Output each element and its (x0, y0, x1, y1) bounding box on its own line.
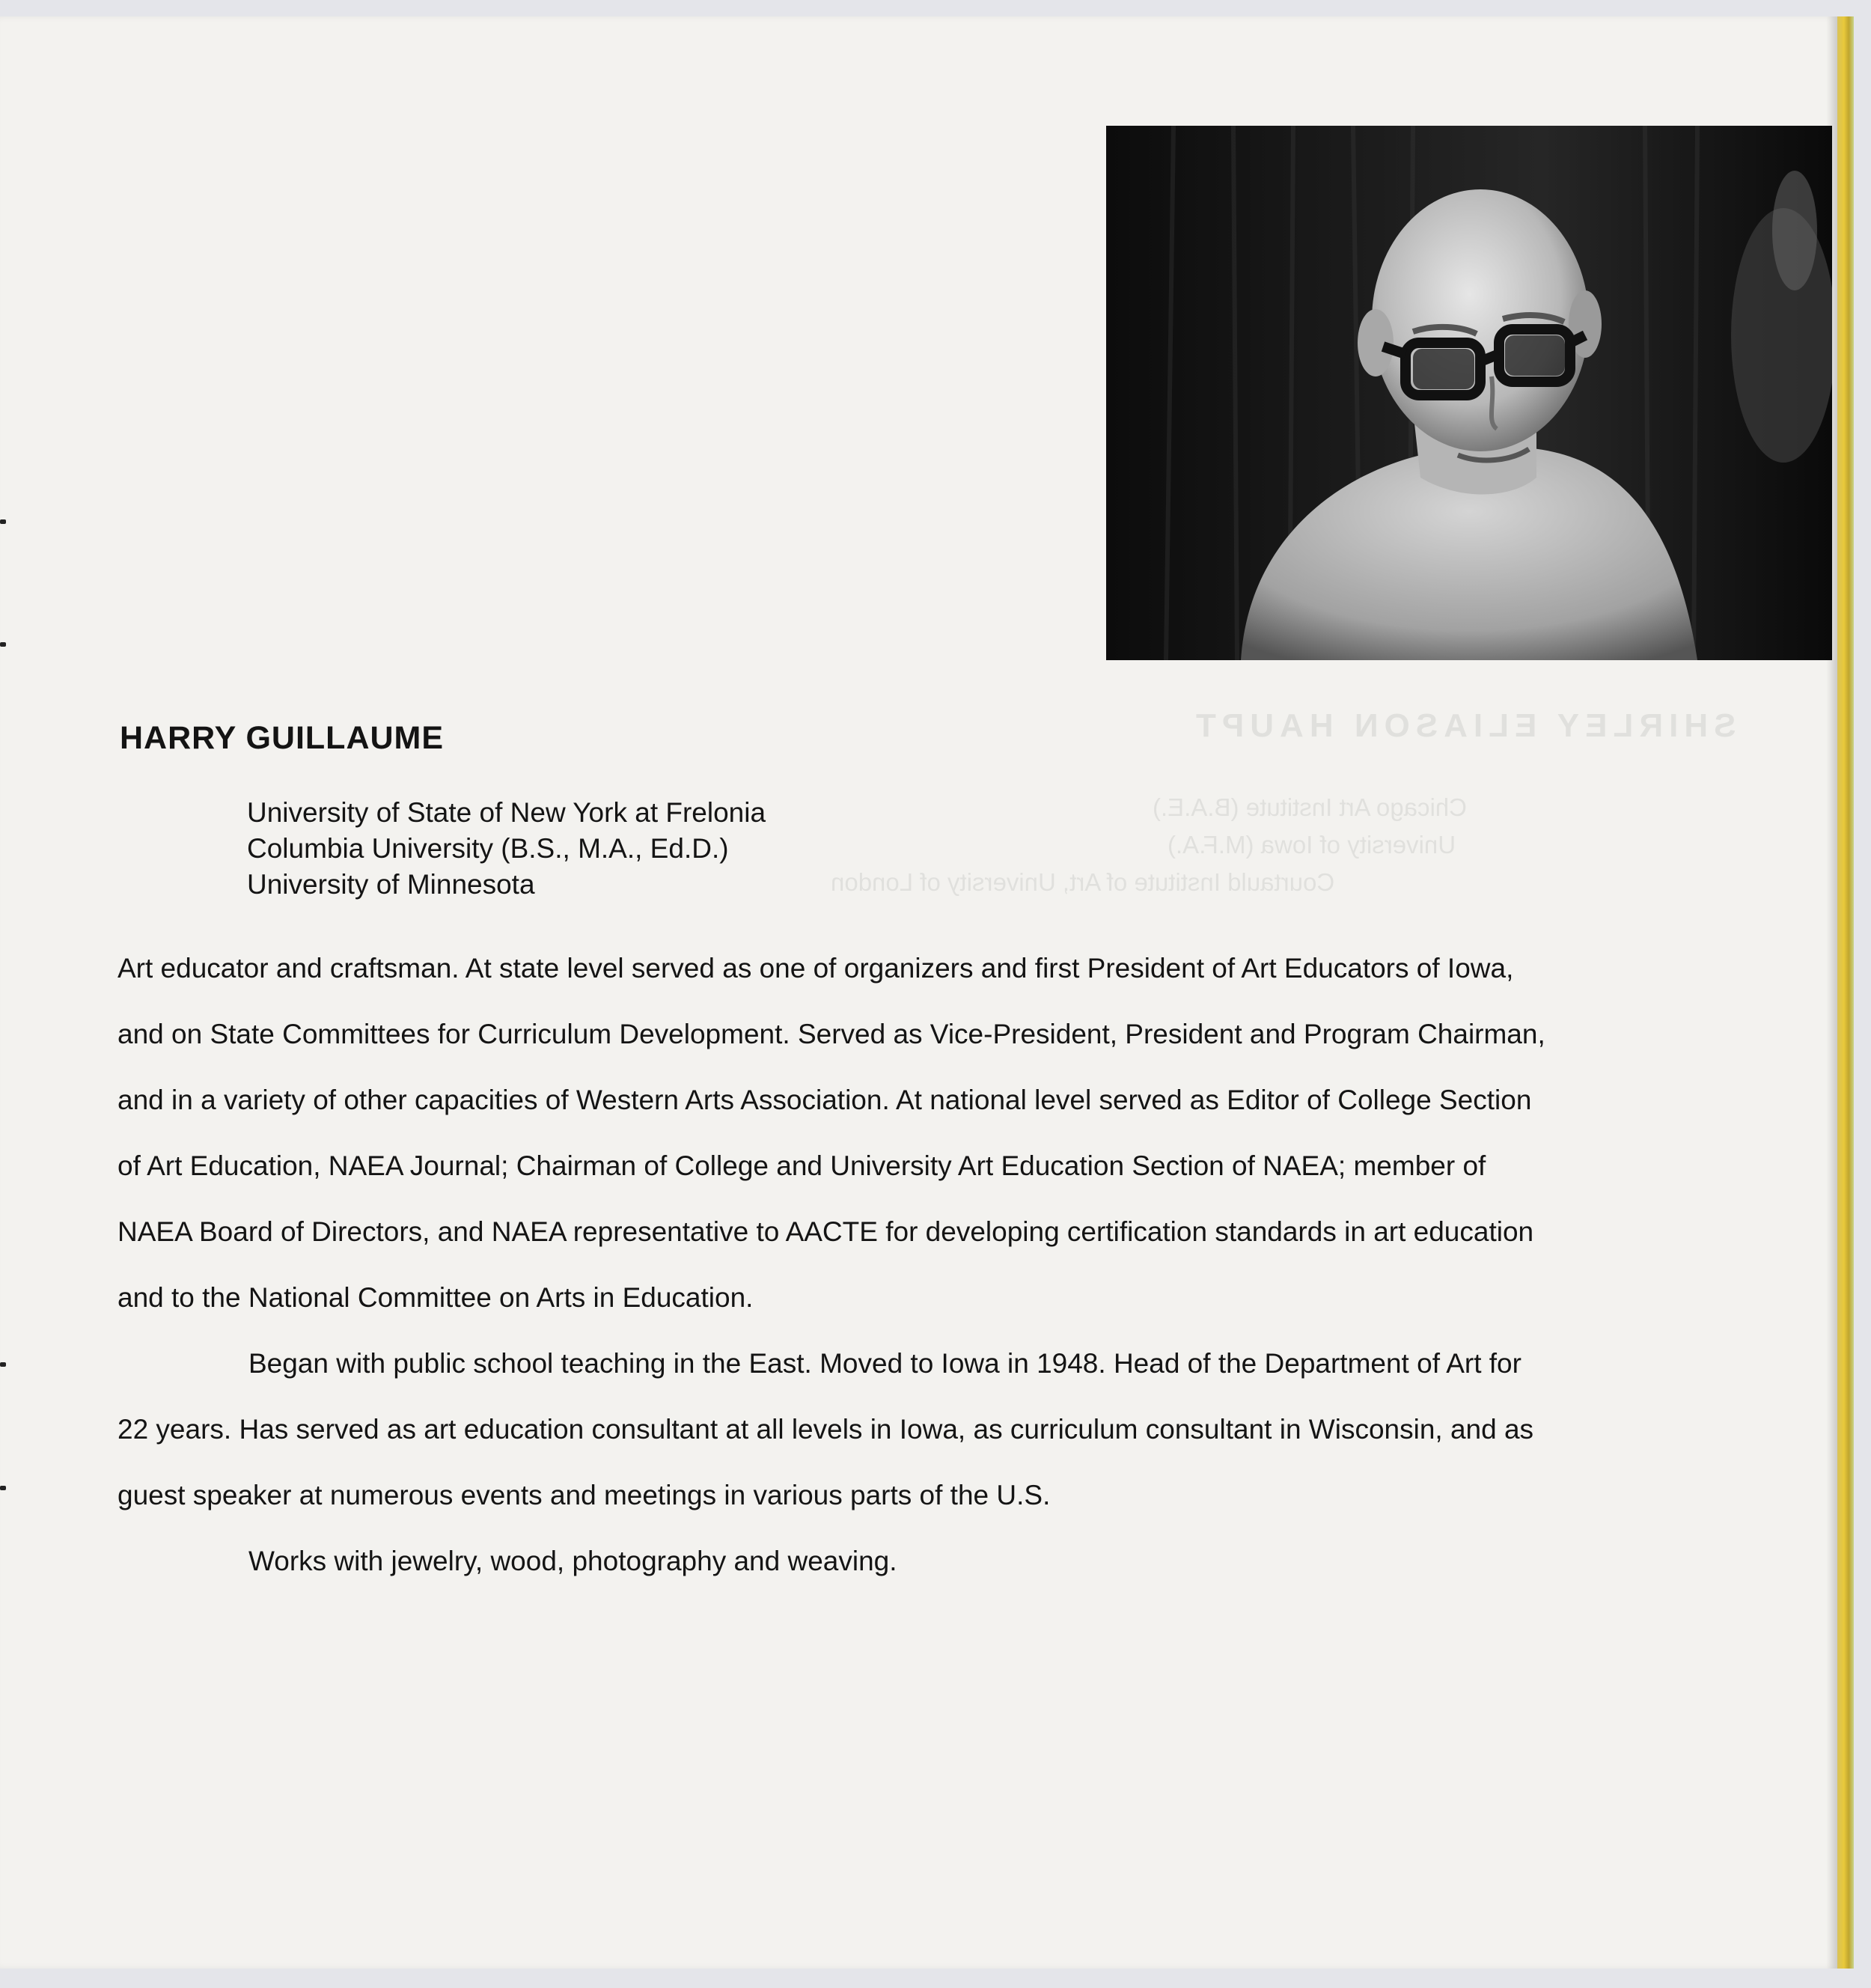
bleed-through-line: Courtauld Institute of Art, University of London (831, 868, 1335, 896)
person-name: HARRY GUILLAUME (120, 720, 445, 756)
education-list (247, 795, 766, 903)
education-item: University of Minnesota (247, 869, 535, 900)
education-item: Columbia University (B.S., M.A., Ed.D.) (247, 833, 729, 864)
bio-paragraph: Began with public school teaching in the East. Moved to Iowa in 1948. Head of the Department of Art for 22 years. Has served as art education consultant at all levels in Iowa, as curriculum consultant in Wisconsin, and as guest speaker at numerous events and meetings in various parts of the U.S. (117, 1348, 1534, 1510)
page-edge (1837, 16, 1854, 1969)
bleed-through-line: Chicago Art Institute (B.A.E.) (1153, 793, 1468, 821)
biography-text (117, 936, 1547, 1594)
bleed-through-name: SHIRLEY ELIASON HAUPT (1190, 707, 1736, 744)
education-item: University of State of New York at Frelonia (247, 797, 766, 828)
bio-paragraph: Works with jewelry, wood, photography and weaving. (248, 1546, 897, 1576)
bio-paragraph: Art educator and craftsman. At state level served as one of organizers and first President of Art Educators of Iowa, and on State Committees for Curriculum Development. Served as Vice-President, President and Program Chairman, and in a variety of other capacities of Western Arts Association. At national level served as Editor of College Section of Art Education, NAEA Journal; Chairman of College and University Art Education Section of NAEA; member of NAEA Board of Directors, and NAEA representative to AACTE for developing certification standards in art education and to the National Committee on Arts in Education. (117, 953, 1545, 1313)
bleed-through-line: University of Iowa (M.F.A.) (1168, 831, 1456, 859)
